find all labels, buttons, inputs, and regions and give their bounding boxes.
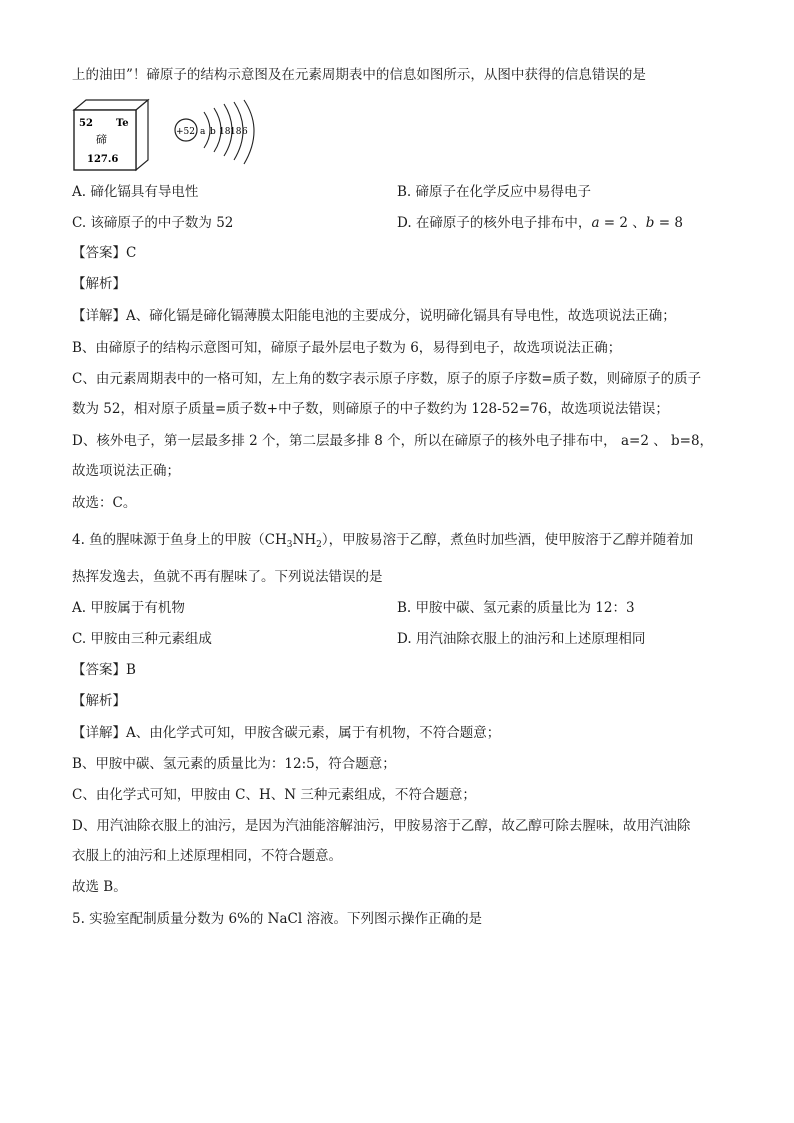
q4-formula-sub1: 3	[286, 540, 293, 550]
q4-analysis-label: 【解析】	[72, 693, 126, 709]
q3-option-c: C. 该碲原子的中子数为 52	[72, 215, 234, 231]
q5-stem: 5. 实验室配制质量分数为 6%的 NaCl 溶液。下列图示操作正确的是	[72, 911, 482, 927]
tellurium-diagram	[70, 96, 260, 176]
shell-label-a: a	[200, 127, 206, 137]
q3-option-d-prefix: D. 在碲原子的核外电子排布中，	[397, 215, 592, 231]
q4-stem-suffix: ），甲胺易溶于乙醇，煮鱼时加些酒，使甲胺溶于乙醇并随着加	[321, 532, 694, 548]
q4-stem-line-1	[72, 531, 693, 554]
q4-detail-line: C、由化学式可知，甲胺由 C、H、N 三种元素组成，不符合题意；	[72, 787, 476, 803]
q4-option-c: C. 甲胺由三种元素组成	[72, 631, 212, 647]
q3-detail-line: 【详解】A、碲化镉是碲化镉薄膜太阳能电池的主要成分，说明碲化镉具有导电性，故选项说法正确；	[72, 308, 676, 324]
question-3-stem-tail: 上的油田”！碲原子的结构示意图及在元素周期表中的信息如图所示，从图中获得的信息错误的是	[72, 67, 646, 83]
q3-option-a: A. 碲化镉具有导电性	[72, 184, 199, 200]
q4-stem-prefix: 4. 鱼的腥味源于鱼身上的甲胺（	[72, 532, 265, 548]
q4-option-b: B. 甲胺中碳、氢元素的质量比为 12：3	[397, 600, 635, 616]
q3-detail-line: C、由元素周期表中的一格可知，左上角的数字表示原子序数，原子的原子序数=质子数，则碲原子的质子	[72, 371, 702, 387]
shell-label-6: 6	[242, 127, 248, 137]
q4-detail-line: D、用汽油除衣服上的油污，是因为汽油能溶解油污，甲胺易溶于乙醇，故乙醇可除去腥味，故用汽油除	[72, 818, 691, 834]
shell-label-18b: 18	[230, 127, 242, 137]
q3-option-b: B. 碲原子在化学反应中易得电子	[397, 184, 592, 200]
q3-detail-line: B、由碲原子的结构示意图可知，碲原子最外层电子数为 6，易得到电子，故选项说法正确；	[72, 340, 622, 356]
shell-label-18a: 18	[219, 127, 231, 137]
q4-formula-ch: CH	[264, 532, 287, 548]
q3-detail-line: 数为 52，相对原子质量=质子数+中子数，则碲原子的中子数约为 128-52=76，故选项说法错误；	[72, 401, 669, 417]
q4-formula-sub2: 2	[316, 540, 322, 550]
q3-option-d-eq2: = 8	[654, 215, 683, 231]
q3-option-d	[397, 214, 683, 232]
periodic-table-cell	[74, 100, 148, 170]
q4-detail-line: 衣服上的油污和上述原理相同，不符合题意。	[72, 848, 342, 864]
element-symbol: Te	[116, 118, 129, 129]
element-number: 52	[79, 118, 93, 129]
tellurium-figure	[70, 96, 260, 180]
q4-conclusion: 故选 B。	[72, 879, 127, 895]
q4-detail-line: B、甲胺中碳、氢元素的质量比为：12:5，符合题意；	[72, 756, 396, 772]
nucleus-label: +52	[176, 127, 195, 137]
element-mass: 127.6	[87, 154, 119, 165]
element-name: 碲	[96, 133, 107, 146]
q3-detail-line: 故选项说法正确；	[72, 463, 180, 479]
q3-detail-line: D、核外电子，第一层最多排 2 个，第二层最多排 8 个，所以在碲原子的核外电子排布中， a=2 、 b=8，	[72, 433, 714, 449]
q3-option-d-var-a: a	[591, 215, 600, 231]
q4-detail-line: 【详解】A、由化学式可知，甲胺含碳元素，属于有机物，不符合题意；	[72, 725, 501, 741]
q3-option-d-var-b: b	[645, 215, 655, 231]
q4-formula-nh: NH	[292, 532, 317, 548]
q3-answer: 【答案】C	[72, 245, 137, 261]
q3-option-d-eq1: = 2 、	[599, 215, 646, 231]
q4-stem-line-2: 热挥发逸去，鱼就不再有腥味了。下列说法错误的是	[72, 569, 383, 585]
q4-option-d: D. 用汽油除衣服上的油污和上述原理相同	[397, 631, 646, 647]
q4-option-a: A. 甲胺属于有机物	[72, 600, 185, 616]
q3-analysis-label: 【解析】	[72, 276, 126, 292]
atomic-structure	[175, 100, 254, 164]
q4-answer: 【答案】B	[72, 662, 136, 678]
q3-conclusion: 故选：C。	[72, 495, 137, 511]
shell-label-b: b	[210, 127, 216, 137]
